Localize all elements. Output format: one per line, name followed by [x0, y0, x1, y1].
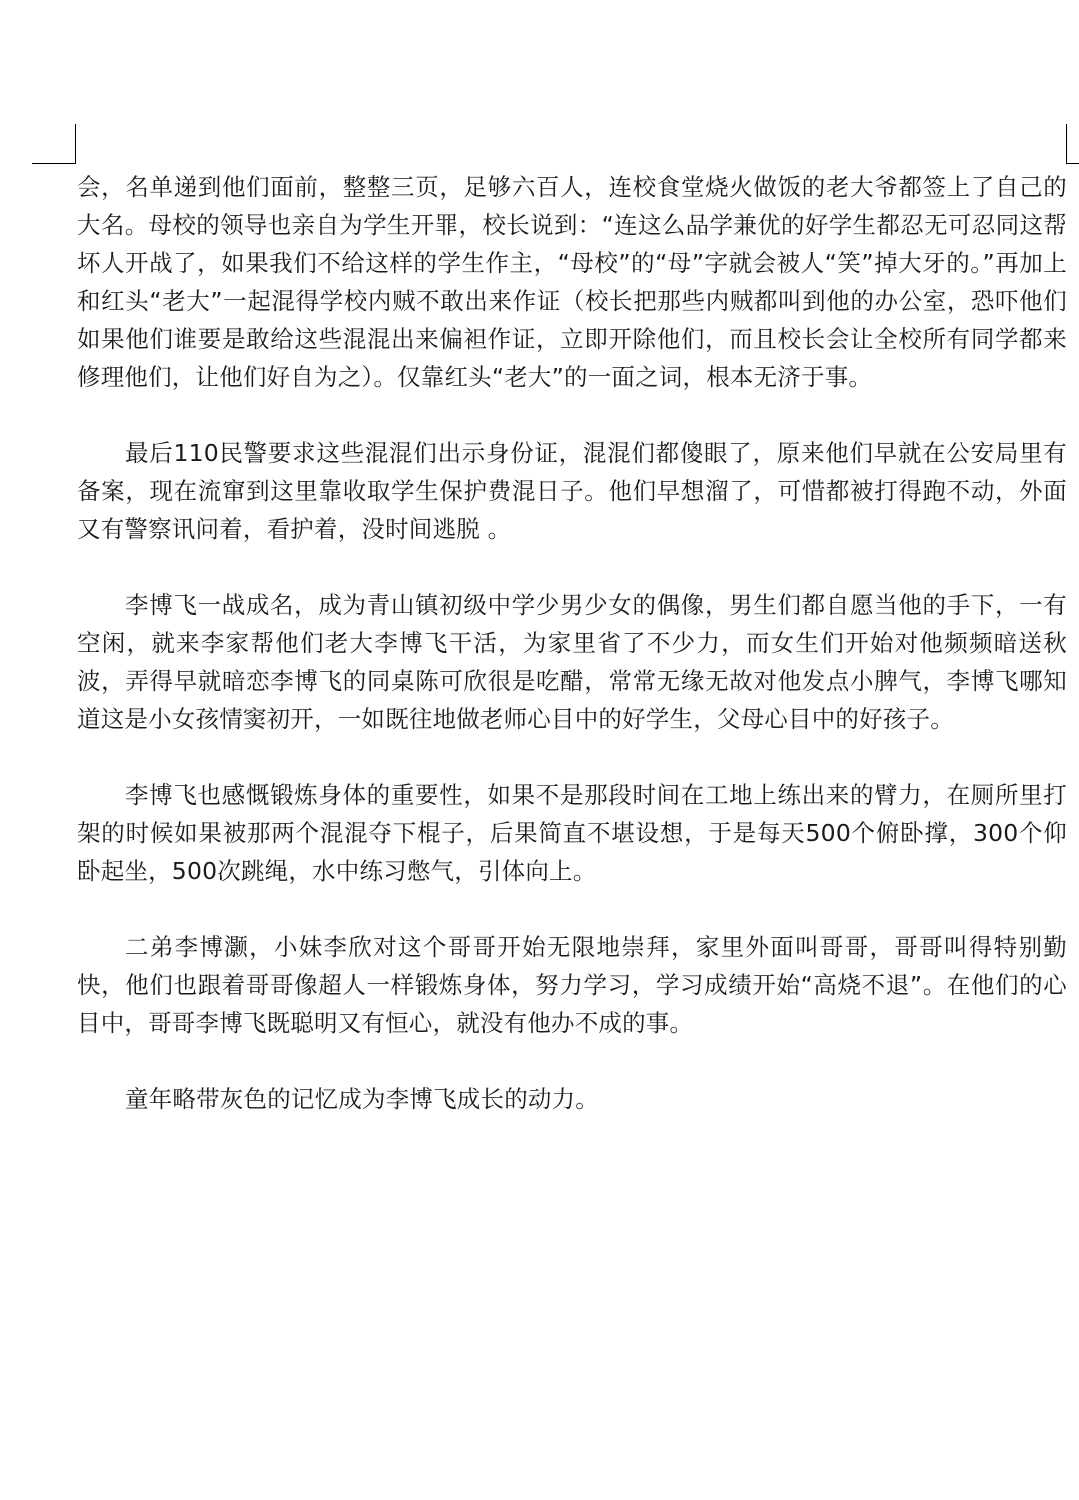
- paragraph-3: 李博飞一战成名，成为青山镇初级中学少男少女的偶像，男生们都自愿当他的手下，一有空闲，就来李家帮他们老大李博飞干活，为家里省了不少力，而女生们开始对他频频暗送秋波，弄得早就暗恋李博飞的同桌陈可欣很是吃醋，常常无缘无故对他发点小脾气，李博飞哪知道这是小女孩情窦初开，一如既往地做老师心目中的好学生，父母心目中的好孩子。: [77, 591, 1067, 733]
- paragraph-6: 童年略带灰色的记忆成为李博飞成长的动力。: [125, 1085, 599, 1113]
- crop-mark-top-left-vertical: [75, 124, 76, 164]
- crop-mark-top-right-horizontal: [1066, 163, 1079, 164]
- document-body: [77, 168, 1067, 1118]
- paragraph-2: 最后110民警要求这些混混们出示身份证，混混们都傻眼了，原来他们早就在公安局里有备案，现在流窜到这里靠收取学生保护费混日子。他们早想溜了，可惜都被打得跑不动，外面又有警察讯问着，看护着，没时间逃脱 。: [77, 439, 1067, 543]
- paragraph-4: 李博飞也感慨锻炼身体的重要性，如果不是那段时间在工地上练出来的臂力，在厕所里打架的时候如果被那两个混混夺下棍子，后果简直不堪设想，于是每天500个俯卧撑，300个仰卧起坐，500次跳绳，水中练习憋气，引体向上。: [77, 781, 1067, 885]
- paragraph-1: 会，名单递到他们面前，整整三页，足够六百人，连校食堂烧火做饭的老大爷都签上了自己的大名。母校的领导也亲自为学生开罪，校长说到：“连这么品学兼优的好学生都忍无可忍同这帮坏人开战了，如果我们不给这样的学生作主，“母校”的“母”字就会被人“笑”掉大牙的。”再加上和红头“老大”一起混得学校内贼不敢出来作证（校长把那些内贼都叫到他的办公室，恐吓他们如果他们谁要是敢给这些混混出来偏袒作证，立即开除他们，而且校长会让全校所有同学都来修理他们，让他们好自为之）。仅靠红头“老大”的一面之词，根本无济于事。: [77, 173, 1067, 391]
- crop-mark-top-left-horizontal: [32, 163, 76, 164]
- crop-mark-top-right-vertical: [1066, 124, 1067, 164]
- paragraph-5: 二弟李博灏，小妹李欣对这个哥哥开始无限地崇拜，家里外面叫哥哥，哥哥叫得特别勤快，他们也跟着哥哥像超人一样锻炼身体，努力学习，学习成绩开始“高烧不退”。在他们的心目中，哥哥李博飞既聪明又有恒心，就没有他办不成的事。: [77, 933, 1067, 1037]
